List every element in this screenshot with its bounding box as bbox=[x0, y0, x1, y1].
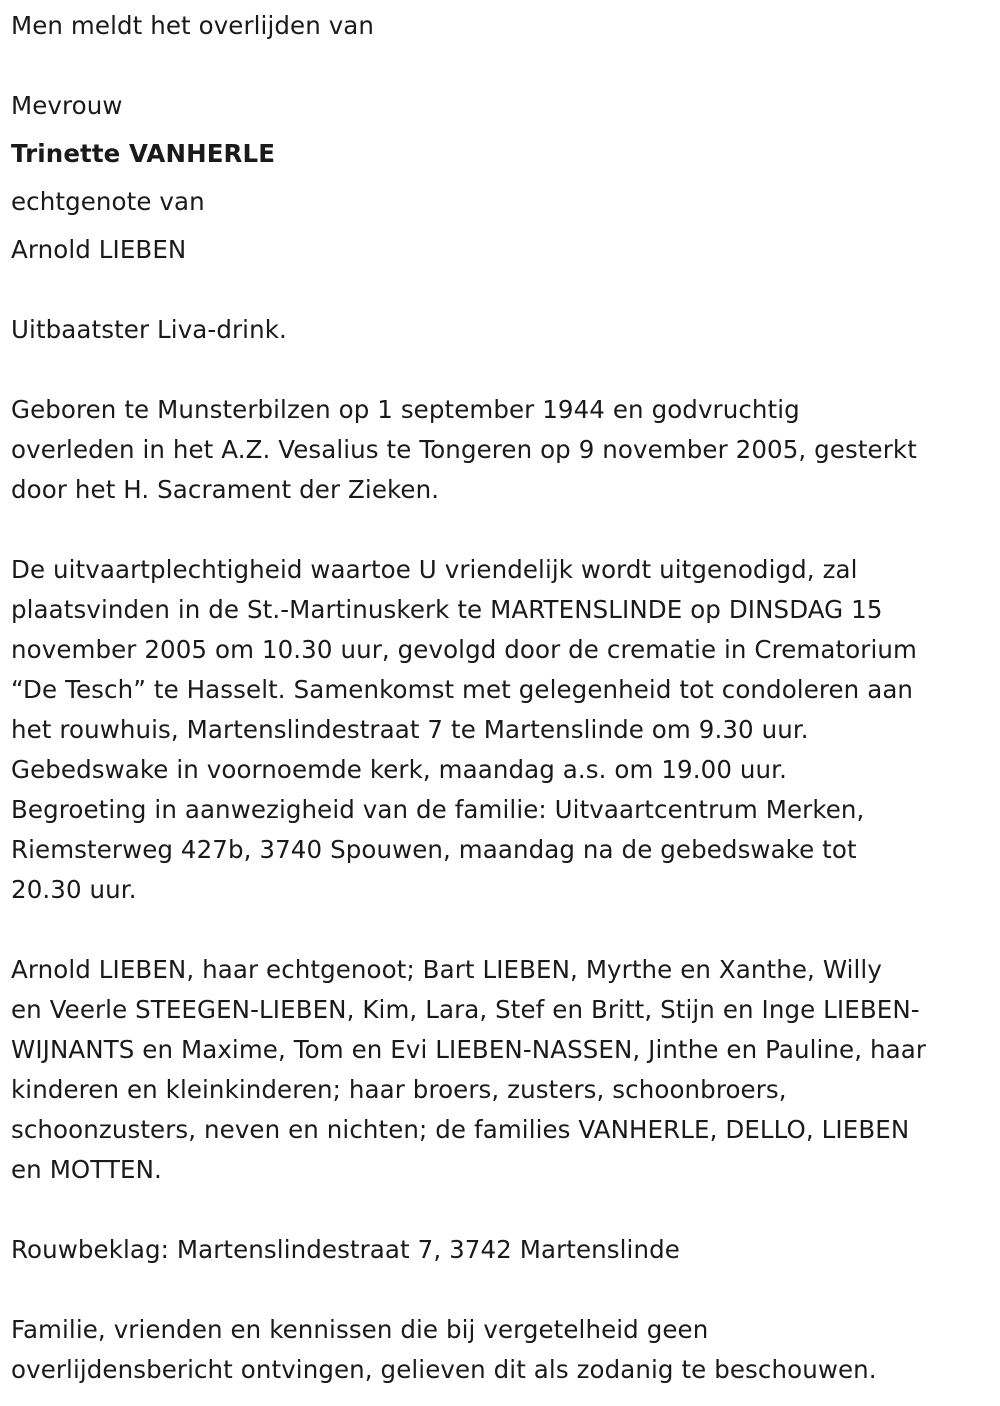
paragraph-line: Familie, vrienden en kennissen die bij vergetelheid geen bbox=[11, 1315, 709, 1344]
paragraph-line: overleden in het A.Z. Vesalius te Tongeren op 9 november 2005, gesterkt bbox=[11, 435, 917, 464]
paragraph-line: “De Tesch” te Hasselt. Samenkomst met gelegenheid tot condoleren aan bbox=[11, 675, 914, 704]
paragraph-line: en MOTTEN. bbox=[11, 1155, 162, 1184]
paragraph-line: WIJNANTS en Maxime, Tom en Evi LIEBEN-NASSEN, Jinthe en Pauline, haar bbox=[11, 1035, 927, 1064]
paragraph-line: schoonzusters, neven en nichten; de families VANHERLE, DELLO, LIEBEN bbox=[11, 1115, 910, 1144]
paragraph-line: 20.30 uur. bbox=[11, 875, 137, 904]
paragraph-line: kinderen en kleinkinderen; haar broers, zusters, schoonbroers, bbox=[11, 1075, 787, 1104]
paragraph-line: Riemsterweg 427b, 3740 Spouwen, maandag na de gebedswake tot bbox=[11, 835, 857, 864]
spouse-label: echtgenote van bbox=[11, 187, 205, 216]
spouse-name: Arnold LIEBEN bbox=[11, 235, 187, 264]
paragraph-line: plaatsvinden in de St.-Martinuskerk te MARTENSLINDE op DINSDAG 15 bbox=[11, 595, 883, 624]
paragraph-line: het rouwhuis, Martenslindestraat 7 te Martenslinde om 9.30 uur. bbox=[11, 715, 809, 744]
condolence-address: Rouwbeklag: Martenslindestraat 7, 3742 Martenslinde bbox=[11, 1235, 680, 1264]
paragraph-line: Gebedswake in voornoemde kerk, maandag a.s. om 19.00 uur. bbox=[11, 755, 787, 784]
occupation-paragraph bbox=[11, 310, 287, 350]
paragraph-line: overlijdensbericht ontvingen, gelieven dit als zodanig te beschouwen. bbox=[11, 1355, 877, 1384]
deceased-name: Trinette VANHERLE bbox=[11, 139, 276, 168]
paragraph-line: Geboren te Munsterbilzen op 1 september 1944 en godvruchtig bbox=[11, 395, 800, 424]
announcement-header: Men meldt het overlijden van bbox=[11, 11, 375, 40]
notice-paragraph bbox=[11, 1310, 877, 1390]
paragraph-line: Begroeting in aanwezigheid van de familie: Uitvaartcentrum Merken, bbox=[11, 795, 865, 824]
paragraph-line: november 2005 om 10.30 uur, gevolgd door de crematie in Crematorium bbox=[11, 635, 917, 664]
paragraph-line: door het H. Sacrament der Zieken. bbox=[11, 475, 440, 504]
birth-death-paragraph bbox=[11, 390, 917, 510]
paragraph-line: Arnold LIEBEN, haar echtgenoot; Bart LIEBEN, Myrthe en Xanthe, Willy bbox=[11, 955, 882, 984]
occupation-line: Uitbaatster Liva-drink. bbox=[11, 315, 287, 344]
funeral-details-paragraph bbox=[11, 550, 917, 910]
deceased-title: Mevrouw bbox=[11, 91, 123, 120]
condolence-address-paragraph bbox=[11, 1230, 680, 1270]
family-paragraph bbox=[11, 950, 926, 1190]
paragraph-line: De uitvaartplechtigheid waartoe U vriendelijk wordt uitgenodigd, zal bbox=[11, 555, 858, 584]
paragraph-line: en Veerle STEEGEN-LIEBEN, Kim, Lara, Stef en Britt, Stijn en Inge LIEBEN- bbox=[11, 995, 920, 1024]
